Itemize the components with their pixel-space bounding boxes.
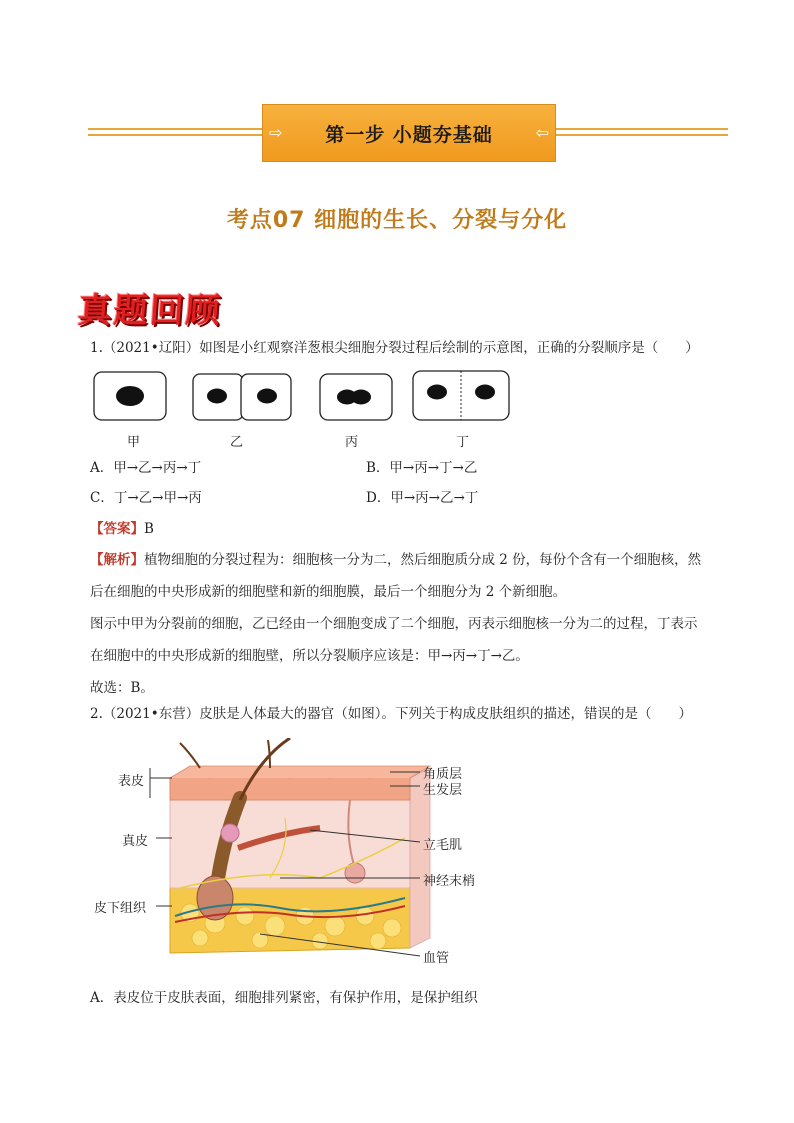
nucleus-ding-1	[427, 385, 447, 400]
label-germinative-layer: 生发层	[423, 783, 463, 798]
q1-answer	[90, 517, 154, 537]
nucleus-jia	[116, 386, 144, 406]
label-arrector-muscle: 立毛肌	[423, 838, 463, 853]
analysis-label: 【解析】	[90, 552, 144, 568]
arrow-left-icon: ⇦	[535, 123, 549, 142]
answer-value: B	[144, 521, 154, 537]
q1-analysis-line1	[90, 548, 701, 568]
label-bing: 丙	[345, 435, 359, 450]
q1-option-c[interactable]: C．丁→乙→甲→丙	[90, 490, 202, 506]
banner-line-right-bottom	[556, 134, 728, 136]
label-dermis: 真皮	[122, 834, 149, 849]
q1-analysis-line2: 后在细胞的中央形成新的细胞壁和新的细胞膜，最后一个细胞分为 2 个新细胞。	[90, 584, 567, 600]
skin-structure-diagram	[120, 738, 463, 968]
label-yi: 乙	[230, 435, 244, 450]
label-stratum-corneum: 角质层	[423, 767, 463, 782]
q1-conclusion: 故选：B。	[90, 680, 154, 696]
label-ding: 丁	[456, 435, 470, 450]
q1-option-d[interactable]: D．甲→丙→乙→丁	[366, 490, 479, 506]
label-epidermis: 表皮	[118, 774, 145, 789]
nucleus-yi-1	[207, 389, 227, 404]
q1-analysis-line4: 在细胞中的中央形成新的细胞壁，所以分裂顺序应该是：甲→丙→丁→乙。	[90, 648, 529, 664]
q2-stem: 2.（2021•东营）皮肤是人体最大的器官（如图）。下列关于构成皮肤组织的描述，错误的是（ ）	[90, 706, 692, 722]
q1-analysis-line3: 图示中甲为分裂前的细胞，乙已经由一个细胞变成了二个细胞，丙表示细胞核一分为二的过程，丁表示	[90, 616, 698, 632]
nucleus-ding-2	[475, 385, 495, 400]
q1-option-b[interactable]: B．甲→丙→丁→乙	[366, 460, 478, 476]
analysis-text-1: 植物细胞的分裂过程为：细胞核一分为二，然后细胞质分成 2 份，每份个含有一个细胞核，然	[144, 552, 702, 568]
review-heading: 真题回顾	[76, 291, 224, 331]
cell-division-diagram	[90, 368, 520, 424]
nucleus-bing-2	[351, 390, 371, 405]
q2-option-a[interactable]: A．表皮位于皮肤表面，细胞排列紧密，有保护作用，是保护组织	[90, 990, 478, 1006]
banner-line-left-bottom	[88, 134, 262, 136]
arrow-right-icon: ⇨	[269, 123, 283, 142]
banner-title: 第一步 小题夯基础	[325, 123, 493, 146]
topic-title: 考点07 细胞的生长、分裂与分化	[226, 208, 568, 233]
label-blood-vessel: 血管	[423, 951, 450, 966]
banner-line-left-top	[88, 128, 262, 130]
q1-option-a[interactable]: A．甲→乙→丙→丁	[90, 460, 202, 476]
section-banner	[262, 104, 556, 162]
answer-label: 【答案】	[90, 521, 144, 537]
label-subcutaneous: 皮下组织	[94, 901, 147, 916]
nucleus-yi-2	[257, 389, 277, 404]
label-nerve-endings: 神经末梢	[423, 874, 476, 889]
q1-stem: 1.（2021•辽阳）如图是小红观察洋葱根尖细胞分裂过程后绘制的示意图，正确的分裂顺序是（ ）	[90, 340, 699, 356]
banner-line-right-top	[556, 128, 728, 130]
label-jia: 甲	[127, 435, 141, 450]
